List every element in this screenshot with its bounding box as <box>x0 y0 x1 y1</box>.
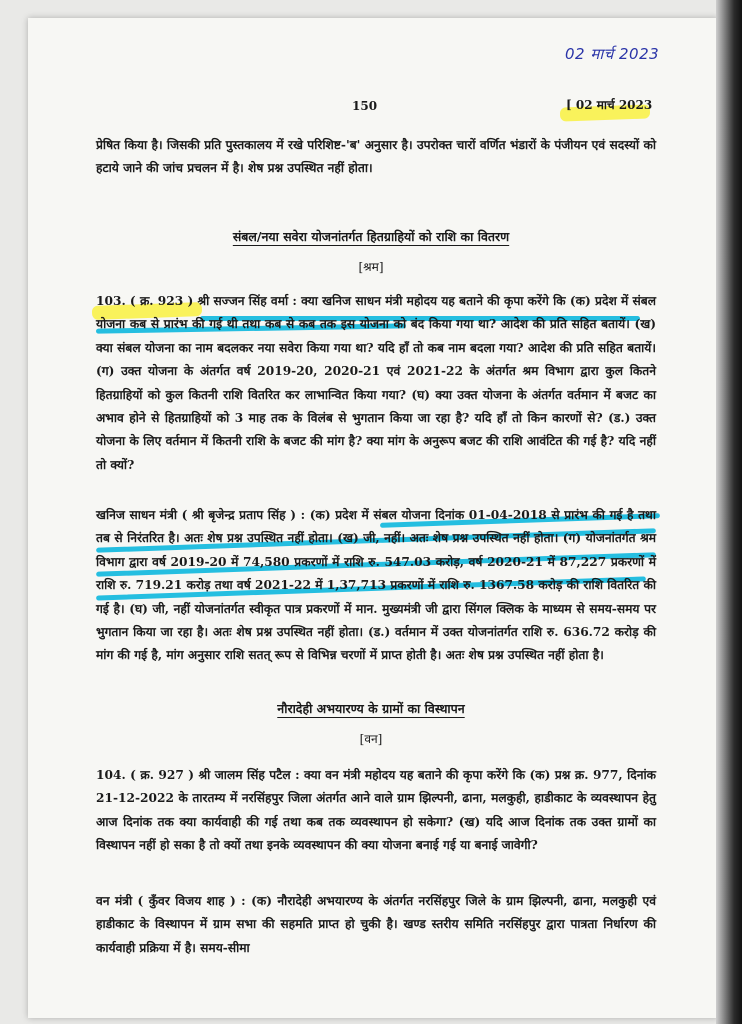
answer-104-text: (क) नौरादेही अभयारण्य के अंतर्गत नरसिंहपुर जिले के ग्राम झिल्पनी, ढाना, मलकुही एवं हाडीकाट के विस्थापन में ग्राम सभा की सहमति प्राप्त हो चुकी है। खण्ड स्तरीय समिति नरसिंहपुर द्वारा पात्रता निर्धारण की कार्यवाही प्रक्रिया में है। समय-सीमा <box>96 894 657 955</box>
answer-104 <box>96 890 656 960</box>
question-103 <box>96 290 656 477</box>
date-reference: [ 02 मार्च 2023 <box>566 98 653 112</box>
department-label-shram: [श्रम] <box>358 260 384 274</box>
scan-edge-shadow <box>716 0 742 1024</box>
answer-103-text: (क) प्रदेश में संबल योजना दिनांक 01-04-2018 से प्रारंभ की गई है तथा तब से निरंतरित है। अतः शेष प्रश्न उपस्थित नहीं होता। (ख) जी, नहीं। अतः शेष प्रश्न उपस्थित नहीं होता। (ग) योजनांतर्गत श्रम विभाग द्वारा वर्ष 2019-20 में 74,580 प्रकरणों में राशि रु. 547.03 करोड़, वर्ष 2020-21 में 87,227 प्रकरणों में राशि रु. 719.21 करोड़ तथा वर्ष 2021-22 में 1,37,713 प्रकरणों में राशि रु. 1367.58 करोड़ की राशि वितरित की गई है। (घ) जी, नहीं योजनांतर्गत स्वीकृत पात्र प्रकरणों में मान. मुख्यमंत्री जी द्वारा सिंगल क्लिक के माध्यम से समय-समय पर भुगतान किया जा रहा है। अतः शेष प्रश्न उपस्थित नहीं होता। (ड.) वर्तमान में उक्त योजनांतर्गत राशि रु. 636.72 करोड़ की मांग की गई है, मांग अनुसार राशि सतत् रूप से विभिन्न चरणों में प्राप्त होती है। अतः शेष प्रश्न उपस्थित नहीं होता है। <box>96 508 656 663</box>
page-number: 150 <box>352 99 378 113</box>
answer-103 <box>96 504 656 668</box>
question-104 <box>96 764 656 858</box>
intro-paragraph: प्रेषित किया है। जिसकी प्रति पुस्तकालय में रखे परिशिष्ट-'ब' अनुसार है। उपरोक्त चारों वर्णित भंडारों के पंजीयन एवं सदस्यों को हटाये जाने की जांच प्रचलन में है। शेष प्रश्न उपस्थित नहीं होता। <box>96 138 656 176</box>
question-103-text: क्या खनिज साधन मंत्री महोदय यह बताने की कृपा करेंगे कि (क) प्रदेश में संबल योजना कब से प्रारंभ की गई थी तथा कब से कब तक इस योजना को बंद किया गया था? आदेश की प्रति सहित बतायें। (ख) क्या संबल योजना का नाम बदलकर नया सवेरा किया गया था? यदि हाँ तो कब नाम बदला गया? आदेश की प्रति सहित बतायें। (ग) उक्त योजना के अंतर्गत वर्ष 2019-20, 2020-21 एवं 2021-22 के अंतर्गत श्रम विभाग द्वारा कुल कितने हितग्राहियों को कुल कितनी राशि वितरित कर लाभान्वित किया गया? (घ) क्या उक्त योजना के अंतर्गत वर्तमान में बजट का अभाव होने से हितग्राहियों को 3 माह तक के विलंब से भुगतान किया जा रहा है? यदि हाँ तो किन कारणों से? (ड.) उक्त योजना के लिए वर्तमान में कितनी राशि के बजट की मांग है? क्या मांग के अनुरूप बजट की राशि आवंटित की गई है? यदि नहीं तो क्यों? <box>96 294 656 472</box>
section-heading-nauradehi-text: नौरादेही अभयारण्य के ग्रामों का विस्थापन <box>277 701 465 716</box>
section-heading-nauradehi <box>0 700 742 717</box>
handwritten-date: 02 मार्च 2023 <box>565 45 660 63</box>
question-103-lead: 103. ( क्र. 923 ) श्री सज्जन सिंह वर्मा : <box>96 294 297 308</box>
department-label-van: [वन] <box>359 732 383 746</box>
question-104-lead: 104. ( क्र. 927 ) श्री जालम सिंह पटैल : <box>96 768 300 782</box>
answer-104-lead: वन मंत्री ( कुँवर विजय शाह ) : <box>96 894 246 908</box>
section-heading-sambal-text: संबल/नया सवेरा योजनांतर्गत हितग्राहियों को राशि का वितरण <box>232 229 510 244</box>
answer-103-lead: खनिज साधन मंत्री ( श्री बृजेन्द्र प्रताप सिंह ) : <box>96 508 306 522</box>
question-104-text: क्या वन मंत्री महोदय यह बताने की कृपा करेंगे कि (क) प्रश्न क्र. 977, दिनांक 21-12-2022 के तारतम्य में नरसिंहपुर जिला अंतर्गत आने वाले ग्राम झिल्पनी, ढाना, मलकुही, हाडीकाट के व्यवस्थापन हेतु आज दिनांक तक क्या कार्यवाही की गई तथा कब तक व्यवस्थापन हो सकेगा? (ख) यदि आज दिनांक तक उक्त ग्रामों का विस्थापन नहीं हो सका है तो क्यों तथा इनके व्यवस्थापन की क्या योजना बनाई गई या बनाई जावेगी? <box>96 768 656 853</box>
section-heading-sambal <box>0 228 742 245</box>
